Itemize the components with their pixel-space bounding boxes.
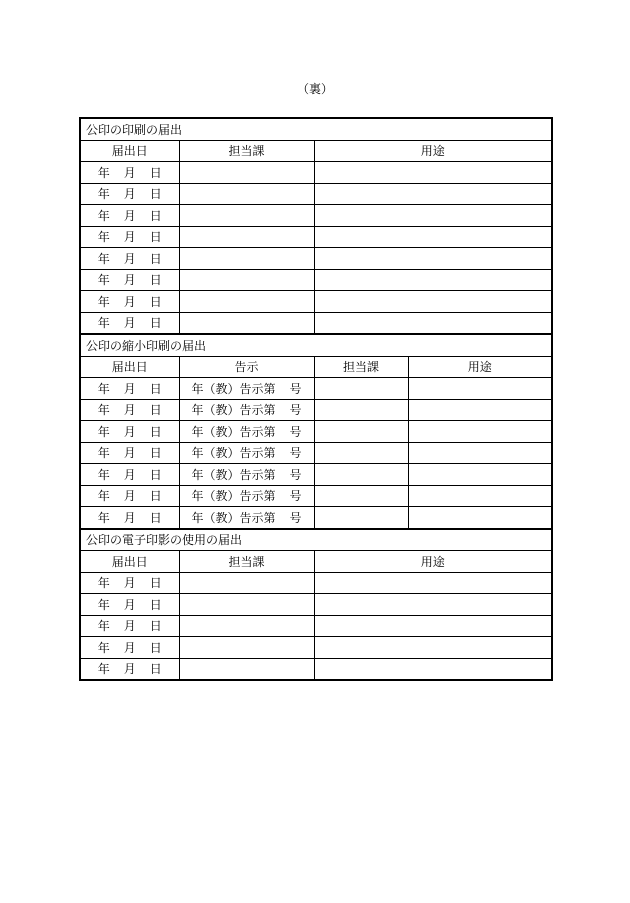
month-label: 月	[123, 316, 136, 331]
year-label: 年	[97, 467, 110, 482]
day-label: 日	[149, 251, 162, 266]
table-row	[80, 507, 552, 529]
notice-cell	[179, 442, 314, 464]
notice-cell	[179, 485, 314, 507]
notice-year-label: 年	[191, 424, 204, 439]
table-row	[80, 205, 552, 227]
dept-cell[interactable]	[179, 312, 314, 334]
header-dept: 担当課	[179, 551, 314, 573]
table-row	[80, 594, 552, 616]
date-cell	[80, 594, 179, 616]
column-header-row	[80, 140, 552, 162]
date-cell	[80, 572, 179, 594]
dept-cell[interactable]	[179, 594, 314, 616]
notice-go-label: 号	[289, 446, 302, 461]
purpose-cell[interactable]	[408, 442, 552, 464]
date-cell	[80, 378, 179, 400]
month-label: 月	[123, 446, 136, 461]
year-label: 年	[97, 208, 110, 223]
notice-kokuji-label: 告示第	[239, 424, 276, 439]
header-notice: 告示	[179, 356, 314, 378]
date-cell	[80, 442, 179, 464]
dept-cell[interactable]	[314, 378, 408, 400]
dept-cell[interactable]	[179, 183, 314, 205]
notice-go-label: 号	[289, 381, 302, 396]
date-cell	[80, 399, 179, 421]
section-title-row	[80, 334, 552, 356]
date-cell	[80, 205, 179, 227]
purpose-cell[interactable]	[314, 162, 552, 184]
header-date: 届出日	[80, 140, 179, 162]
header-purpose: 用途	[408, 356, 552, 378]
dept-cell[interactable]	[179, 572, 314, 594]
year-label: 年	[97, 187, 110, 202]
notice-kyo-label: （教）	[203, 424, 240, 439]
date-cell	[80, 226, 179, 248]
date-cell	[80, 464, 179, 486]
year-label: 年	[97, 403, 110, 418]
purpose-cell[interactable]	[314, 312, 552, 334]
day-label: 日	[149, 576, 162, 591]
purpose-cell[interactable]	[314, 183, 552, 205]
table-row	[80, 637, 552, 659]
dept-cell[interactable]	[179, 248, 314, 270]
notice-kokuji-label: 告示第	[239, 467, 276, 482]
table-row	[80, 248, 552, 270]
notice-go-label: 号	[289, 467, 302, 482]
day-label: 日	[149, 446, 162, 461]
month-label: 月	[123, 576, 136, 591]
notice-kokuji-label: 告示第	[239, 403, 276, 418]
notice-year-label: 年	[191, 510, 204, 525]
purpose-cell[interactable]	[408, 378, 552, 400]
month-label: 月	[123, 273, 136, 288]
day-label: 日	[149, 619, 162, 634]
notice-kyo-label: （教）	[203, 489, 240, 504]
section-title-row	[80, 529, 552, 551]
table-row	[80, 485, 552, 507]
month-label: 月	[123, 467, 136, 482]
purpose-cell[interactable]	[408, 485, 552, 507]
notice-kokuji-label: 告示第	[239, 381, 276, 396]
day-label: 日	[149, 424, 162, 439]
day-label: 日	[149, 403, 162, 418]
day-label: 日	[149, 381, 162, 396]
header-purpose: 用途	[314, 140, 552, 162]
purpose-cell[interactable]	[314, 226, 552, 248]
month-label: 月	[123, 165, 136, 180]
month-label: 月	[123, 489, 136, 504]
day-label: 日	[149, 640, 162, 655]
notice-year-label: 年	[191, 489, 204, 504]
notice-cell	[179, 421, 314, 443]
header-purpose: 用途	[314, 551, 552, 573]
table-row	[80, 312, 552, 334]
day-label: 日	[149, 294, 162, 309]
year-label: 年	[97, 424, 110, 439]
table-row	[80, 269, 552, 291]
year-label: 年	[97, 446, 110, 461]
table-row	[80, 421, 552, 443]
dept-cell[interactable]	[179, 205, 314, 227]
table-row	[80, 658, 552, 680]
day-label: 日	[149, 597, 162, 612]
date-cell	[80, 162, 179, 184]
dept-cell[interactable]	[179, 269, 314, 291]
dept-cell[interactable]	[314, 399, 408, 421]
notice-cell	[179, 378, 314, 400]
year-label: 年	[97, 619, 110, 634]
section-title: 公印の電子印影の使用の届出	[80, 529, 552, 551]
year-label: 年	[97, 510, 110, 525]
year-label: 年	[97, 316, 110, 331]
notice-cell	[179, 507, 314, 529]
purpose-cell[interactable]	[314, 615, 552, 637]
day-label: 日	[149, 316, 162, 331]
purpose-cell[interactable]	[314, 594, 552, 616]
notice-go-label: 号	[289, 489, 302, 504]
day-label: 日	[149, 230, 162, 245]
year-label: 年	[97, 251, 110, 266]
month-label: 月	[123, 294, 136, 309]
notice-kyo-label: （教）	[203, 381, 240, 396]
date-cell	[80, 312, 179, 334]
page-heading: （裏）	[296, 82, 333, 96]
purpose-cell[interactable]	[314, 637, 552, 659]
year-label: 年	[97, 597, 110, 612]
table-row	[80, 399, 552, 421]
table-row	[80, 615, 552, 637]
month-label: 月	[123, 424, 136, 439]
month-label: 月	[123, 208, 136, 223]
date-cell	[80, 485, 179, 507]
notice-year-label: 年	[191, 381, 204, 396]
month-label: 月	[123, 597, 136, 612]
purpose-cell[interactable]	[408, 507, 552, 529]
dept-cell[interactable]	[179, 226, 314, 248]
dept-cell[interactable]	[179, 658, 314, 680]
day-label: 日	[149, 187, 162, 202]
month-label: 月	[123, 381, 136, 396]
section-title-row	[80, 118, 552, 140]
purpose-cell[interactable]	[314, 205, 552, 227]
month-label: 月	[123, 662, 136, 677]
dept-cell[interactable]	[179, 615, 314, 637]
year-label: 年	[97, 294, 110, 309]
month-label: 月	[123, 619, 136, 634]
date-cell	[80, 637, 179, 659]
month-label: 月	[123, 251, 136, 266]
notice-year-label: 年	[191, 446, 204, 461]
notice-go-label: 号	[289, 510, 302, 525]
purpose-cell[interactable]	[314, 269, 552, 291]
year-label: 年	[97, 381, 110, 396]
year-label: 年	[97, 230, 110, 245]
table-row	[80, 464, 552, 486]
date-cell	[80, 615, 179, 637]
year-label: 年	[97, 489, 110, 504]
section-title: 公印の縮小印刷の届出	[80, 334, 552, 356]
dept-cell[interactable]	[314, 507, 408, 529]
date-cell	[80, 421, 179, 443]
table-row	[80, 162, 552, 184]
date-cell	[80, 183, 179, 205]
purpose-cell[interactable]	[314, 658, 552, 680]
month-label: 月	[123, 403, 136, 418]
day-label: 日	[149, 510, 162, 525]
column-header-row	[80, 356, 552, 378]
header-date: 届出日	[80, 356, 179, 378]
dept-cell[interactable]	[314, 442, 408, 464]
day-label: 日	[149, 467, 162, 482]
notice-go-label: 号	[289, 403, 302, 418]
day-label: 日	[149, 165, 162, 180]
dept-cell[interactable]	[314, 464, 408, 486]
notice-kyo-label: （教）	[203, 510, 240, 525]
table-row	[80, 226, 552, 248]
month-label: 月	[123, 640, 136, 655]
notice-cell	[179, 464, 314, 486]
month-label: 月	[123, 230, 136, 245]
date-cell	[80, 507, 179, 529]
date-cell	[80, 291, 179, 313]
dept-cell[interactable]	[179, 291, 314, 313]
table-row	[80, 572, 552, 594]
notice-year-label: 年	[191, 403, 204, 418]
dept-cell[interactable]	[314, 485, 408, 507]
table-row	[80, 183, 552, 205]
year-label: 年	[97, 273, 110, 288]
notice-cell	[179, 399, 314, 421]
notice-year-label: 年	[191, 467, 204, 482]
table-row	[80, 442, 552, 464]
day-label: 日	[149, 273, 162, 288]
notice-kokuji-label: 告示第	[239, 489, 276, 504]
purpose-cell[interactable]	[408, 399, 552, 421]
dept-cell[interactable]	[314, 421, 408, 443]
year-label: 年	[97, 576, 110, 591]
dept-cell[interactable]	[179, 162, 314, 184]
notice-kokuji-label: 告示第	[239, 510, 276, 525]
year-label: 年	[97, 662, 110, 677]
purpose-cell[interactable]	[408, 464, 552, 486]
table-row	[80, 291, 552, 313]
notice-kyo-label: （教）	[203, 403, 240, 418]
notice-kyo-label: （教）	[203, 446, 240, 461]
header-dept: 担当課	[179, 140, 314, 162]
notice-go-label: 号	[289, 424, 302, 439]
purpose-cell[interactable]	[314, 248, 552, 270]
day-label: 日	[149, 489, 162, 504]
day-label: 日	[149, 662, 162, 677]
day-label: 日	[149, 208, 162, 223]
notice-kokuji-label: 告示第	[239, 446, 276, 461]
section-title: 公印の印刷の届出	[80, 118, 552, 140]
dept-cell[interactable]	[179, 637, 314, 659]
date-cell	[80, 269, 179, 291]
notification-form-table	[79, 117, 553, 681]
month-label: 月	[123, 187, 136, 202]
header-dept: 担当課	[314, 356, 408, 378]
month-label: 月	[123, 510, 136, 525]
year-label: 年	[97, 640, 110, 655]
date-cell	[80, 248, 179, 270]
column-header-row	[80, 551, 552, 573]
purpose-cell[interactable]	[314, 291, 552, 313]
notice-kyo-label: （教）	[203, 467, 240, 482]
header-date: 届出日	[80, 551, 179, 573]
purpose-cell[interactable]	[408, 421, 552, 443]
year-label: 年	[97, 165, 110, 180]
purpose-cell[interactable]	[314, 572, 552, 594]
date-cell	[80, 658, 179, 680]
table-row	[80, 378, 552, 400]
